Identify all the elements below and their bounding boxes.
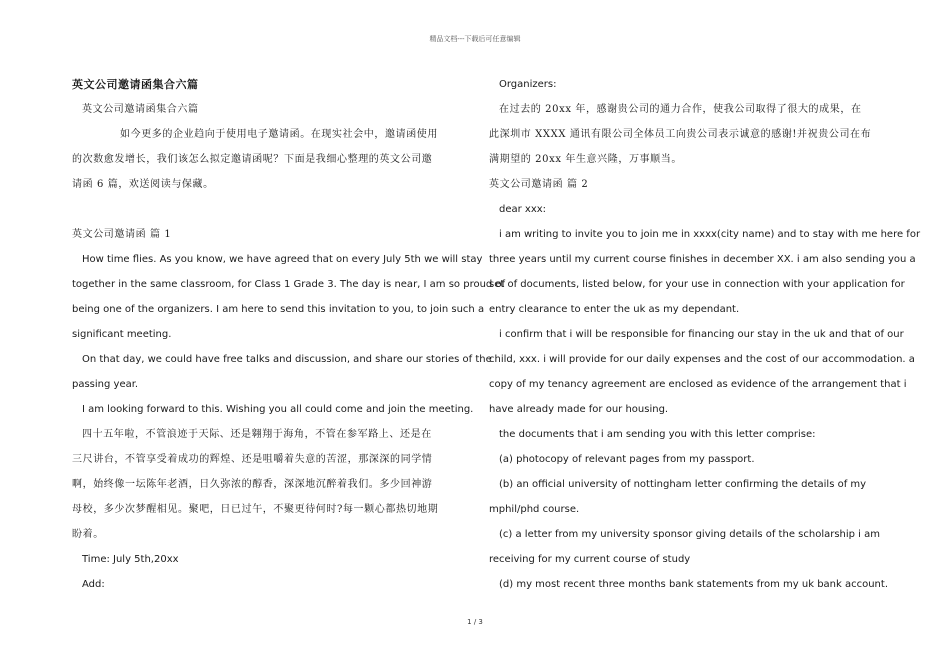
paragraph-line: passing year.	[72, 379, 139, 390]
paragraph-line: entry clearance to enter the uk as my dependant.	[489, 304, 740, 315]
paragraph-line: 啊，始终像一坛陈年老酒，日久弥浓的醇香，深深地沉醉着我们。多少回神游	[72, 479, 433, 490]
paragraph-line: i am writing to invite you to join me in xxxx(city name) and to stay with me here for	[499, 229, 921, 240]
list-item: (b) an official university of nottingham letter confirming the details of my	[499, 479, 867, 490]
paragraph-line: I am looking forward to this. Wishing you all could come and join the meeting.	[82, 404, 474, 415]
organizers-label: Organizers:	[499, 79, 557, 90]
intro-line: 如今更多的企业趋向于使用电子邀请函。在现实社会中，邀请函使用	[120, 129, 438, 140]
paragraph-line: being one of the organizers. I am here to send this invitation to you, to join such a	[72, 304, 485, 315]
list-item: (a) photocopy of relevant pages from my passport.	[499, 454, 755, 465]
document-title: 英文公司邀请函集合六篇	[72, 78, 199, 91]
paragraph-line: 母校，多少次梦醒相见。聚吧，日已过午，不聚更待何时?每一颗心都热切地期	[72, 504, 439, 515]
paragraph-line: i confirm that i will be responsible for financing our stay in the uk and that of our	[499, 329, 904, 340]
paragraph-line: three years until my current course finishes in december XX. i am also sending you a	[489, 254, 916, 265]
paragraph-line: together in the same classroom, for Class 1 Grade 3. The day is near, I am so proud of	[72, 279, 506, 290]
paragraph-line: 此深圳市 XXXX 通讯有限公司全体员工向贵公司表示诚意的感谢!并祝贵公司在布	[489, 129, 872, 140]
intro-line: 请函 6 篇，欢送阅读与保藏。	[72, 179, 214, 190]
paragraph-line: 在过去的 20xx 年，感谢贵公司的通力合作，使我公司取得了很大的成果，在	[499, 104, 862, 115]
event-time: Time: July 5th,20xx	[82, 554, 179, 565]
intro-line: 的次数愈发增长，我们该怎么拟定邀请函呢？下面是我细心整理的英文公司邀	[72, 154, 433, 165]
paragraph-line: 盼着。	[72, 529, 104, 540]
spacer	[72, 197, 462, 222]
paragraph-line: set of documents, listed below, for your use in connection with your application for	[489, 279, 905, 290]
document-subtitle: 英文公司邀请函集合六篇	[82, 104, 199, 115]
paragraph-line: significant meeting.	[72, 329, 172, 340]
page-header: 精品文档---下载后可任意编辑	[429, 35, 521, 43]
paragraph-line: How time flies. As you know, we have agreed that on every July 5th we will stay	[82, 254, 483, 265]
event-address: Add:	[82, 579, 105, 590]
salutation: dear xxx:	[499, 204, 547, 215]
list-item: (c) a letter from my university sponsor giving details of the scholarship i am	[499, 529, 881, 540]
section-heading-2: 英文公司邀请函 篇 2	[489, 179, 589, 190]
section-heading-1: 英文公司邀请函 篇 1	[72, 229, 172, 240]
paragraph-line: copy of my tenancy agreement are enclosed as evidence of the arrangement that i	[489, 379, 907, 390]
right-column	[489, 72, 921, 597]
paragraph-line: 四十五年啦，不管浪迹于天际、还是翱翔于海角，不管在参军路上、还是在	[82, 429, 432, 440]
paragraph-line: have already made for our housing.	[489, 404, 669, 415]
list-item-continued: receiving for my current course of study	[489, 554, 691, 565]
paragraph-line: the documents that i am sending you with this letter comprise:	[499, 429, 816, 440]
page-number: 1 / 3	[467, 618, 483, 626]
left-column	[72, 72, 506, 597]
paragraph-line: child, xxx. i will provide for our daily expenses and the cost of our accommodation. a	[489, 354, 915, 365]
list-item: (d) my most recent three months bank statements from my uk bank account.	[499, 579, 888, 590]
paragraph-line: On that day, we could have free talks and discussion, and share our stories of the	[82, 354, 492, 365]
paragraph-line: 满期望的 20xx 年生意兴隆，万事顺当。	[489, 154, 682, 165]
list-item-continued: mphil/phd course.	[489, 504, 580, 515]
paragraph-line: 三尺讲台，不管享受着成功的辉煌、还是咀嚼着失意的苦涩，那深深的同学情	[72, 454, 433, 465]
